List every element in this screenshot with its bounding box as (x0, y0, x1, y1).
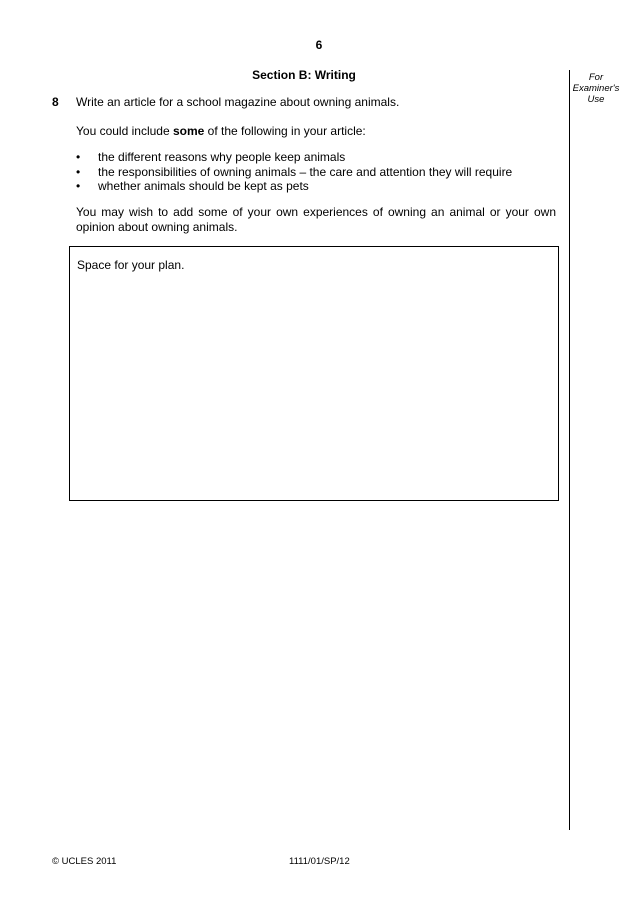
intro-text-end: of the following in your article: (204, 124, 366, 138)
bullet-item (76, 179, 512, 194)
examiner-label-line-2: Examiner's (572, 83, 620, 94)
intro-text-start: You could include (76, 124, 173, 138)
bullet-text: the different reasons why people keep animals (98, 150, 346, 164)
examiner-label-line-3: Use (587, 94, 605, 105)
examiner-margin-line (569, 70, 570, 830)
section-title: Section B: Writing (252, 68, 356, 82)
bullet-icon: • (76, 150, 81, 164)
bullet-item (76, 150, 512, 165)
additional-guidance: You may wish to add some of your own experiences of owning an animal or your own opinion about owning animals. (76, 205, 556, 234)
plan-box-label: Space for your plan. (77, 258, 185, 272)
page-number: 6 (315, 38, 323, 52)
question-intro (76, 124, 366, 138)
paper-code: 1111/01/SP/12 (289, 856, 350, 867)
bullet-item (76, 165, 512, 180)
bullet-text: the responsibilities of owning animals – the care and attention they will require (98, 164, 513, 179)
question-text: Write an article for a school magazine about owning animals. (76, 95, 400, 109)
bullet-icon: • (76, 179, 81, 193)
question-number: 8 (52, 95, 59, 109)
bullet-list (76, 150, 512, 194)
bullet-icon: • (76, 164, 81, 179)
intro-emphasis: some (172, 124, 205, 138)
examiner-label-line-1: For (588, 72, 604, 83)
bullet-text: whether animals should be kept as pets (98, 179, 309, 193)
copyright-notice: © UCLES 2011 (52, 856, 117, 867)
examiner-use-label (572, 72, 620, 105)
plan-box[interactable] (69, 246, 559, 501)
